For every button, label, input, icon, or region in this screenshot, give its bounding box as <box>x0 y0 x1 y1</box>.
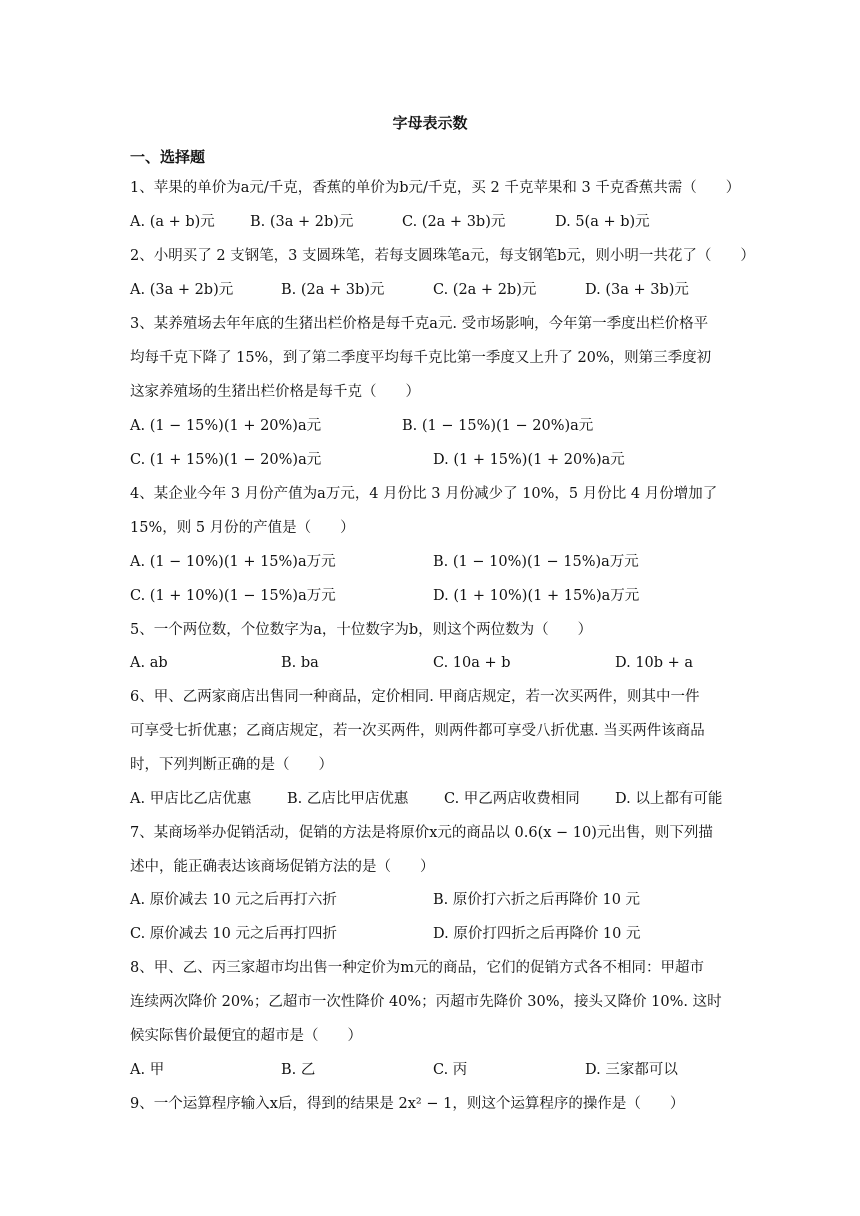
question-1-option-a: A. (a + b)元 <box>130 214 215 230</box>
question-5-option-b: B. ba <box>281 655 319 671</box>
question-1-option-d: D. 5(a + b)元 <box>555 214 650 230</box>
question-3-stem-line-2: 均每千克下降了 15%，到了第二季度平均每千克比第一季度又上升了 20%，则第三季度初 <box>130 350 712 366</box>
question-8-option-b: B. 乙 <box>281 1062 316 1078</box>
question-6-option-a: A. 甲店比乙店优惠 <box>130 791 252 807</box>
question-3-stem-line-3: 这家养殖场的生猪出栏价格是每千克（ ） <box>130 384 420 400</box>
question-4-option-c: C. (1 + 10%)(1 − 15%)a万元 <box>130 588 336 604</box>
question-3-option-c: C. (1 + 15%)(1 − 20%)a元 <box>130 452 322 468</box>
question-4-stem-line-2: 15%，则 5 月份的产值是（ ） <box>130 520 355 536</box>
question-6-option-b: B. 乙店比甲店优惠 <box>287 791 409 807</box>
question-8-option-d: D. 三家都可以 <box>585 1062 678 1078</box>
question-3-stem-line-1: 3、某养殖场去年年底的生猪出栏价格是每千克a元. 受市场影响，今年第一季度出栏价格平 <box>130 316 709 332</box>
question-2-stem: 2、小明买了 2 支钢笔，3 支圆珠笔，若每支圆珠笔a元，每支钢笔b元，则小明一共花了（ ） <box>130 248 755 264</box>
question-3-option-b: B. (1 − 15%)(1 − 20%)a元 <box>402 418 594 434</box>
question-3-option-d: D. (1 + 15%)(1 + 20%)a元 <box>433 452 625 468</box>
question-4-option-b: B. (1 − 10%)(1 − 15%)a万元 <box>433 554 639 570</box>
question-8-stem-line-2: 连续两次降价 20%；乙超市一次性降价 40%；丙超市先降价 30%，接头又降价 10%. 这时 <box>130 994 722 1010</box>
question-2-option-a: A. (3a + 2b)元 <box>130 282 234 298</box>
question-1-option-c: C. (2a + 3b)元 <box>402 214 506 230</box>
question-4-option-d: D. (1 + 10%)(1 + 15%)a万元 <box>433 588 640 604</box>
question-1-option-b: B. (3a + 2b)元 <box>250 214 354 230</box>
question-7-stem-line-2: 述中，能正确表达该商场促销方法的是（ ） <box>130 859 435 875</box>
question-4-stem-line-1: 4、某企业今年 3 月份产值为a万元，4 月份比 3 月份减少了 10%，5 月份比 4 月份增加了 <box>130 486 718 502</box>
question-7-option-a: A. 原价减去 10 元之后再打六折 <box>130 892 337 908</box>
section-heading: 一、选择题 <box>130 148 206 166</box>
question-6-stem-line-3: 时，下列判断正确的是（ ） <box>130 757 333 773</box>
question-4-option-a: A. (1 − 10%)(1 + 15%)a万元 <box>130 554 336 570</box>
question-2-option-b: B. (2a + 3b)元 <box>281 282 385 298</box>
question-5-stem: 5、一个两位数，个位数字为a，十位数字为b，则这个两位数为（ ） <box>130 622 593 638</box>
question-8-option-c: C. 丙 <box>433 1062 468 1078</box>
question-9-stem: 9、一个运算程序输入x后，得到的结果是 2x² − 1，则这个运算程序的操作是（ ） <box>130 1096 685 1112</box>
question-3-option-a: A. (1 − 15%)(1 + 20%)a元 <box>130 418 322 434</box>
question-5-option-a: A. ab <box>130 655 168 671</box>
question-6-option-d: D. 以上都有可能 <box>615 791 723 807</box>
question-7-option-c: C. 原价减去 10 元之后再打四折 <box>130 926 337 942</box>
question-5-option-c: C. 10a + b <box>433 655 511 671</box>
question-2-option-c: C. (2a + 2b)元 <box>433 282 537 298</box>
page-title: 字母表示数 <box>392 114 468 132</box>
question-7-stem-line-1: 7、某商场举办促销活动，促销的方法是将原价x元的商品以 0.6(x − 10)元出售，则下列描 <box>130 825 713 841</box>
question-7-option-b: B. 原价打六折之后再降价 10 元 <box>433 892 641 908</box>
question-1-stem: 1、苹果的单价为a元/千克，香蕉的单价为b元/千克，买 2 千克苹果和 3 千克香蕉共需（ ） <box>130 180 741 196</box>
question-2-option-d: D. (3a + 3b)元 <box>585 282 689 298</box>
question-6-stem-line-2: 可享受七折优惠；乙商店规定，若一次买两件，则两件都可享受八折优惠. 当买两件该商品 <box>130 723 705 739</box>
question-5-option-d: D. 10b + a <box>615 655 694 671</box>
question-7-option-d: D. 原价打四折之后再降价 10 元 <box>433 926 641 942</box>
question-6-option-c: C. 甲乙两店收费相同 <box>444 791 580 807</box>
question-8-stem-line-1: 8、甲、乙、丙三家超市均出售一种定价为m元的商品，它们的促销方式各不相同：甲超市 <box>130 960 704 976</box>
question-6-stem-line-1: 6、甲、乙两家商店出售同一种商品，定价相同. 甲商店规定，若一次买两件，则其中一件 <box>130 689 700 705</box>
question-8-stem-line-3: 候实际售价最便宜的超市是（ ） <box>130 1028 362 1044</box>
question-8-option-a: A. 甲 <box>130 1062 165 1078</box>
